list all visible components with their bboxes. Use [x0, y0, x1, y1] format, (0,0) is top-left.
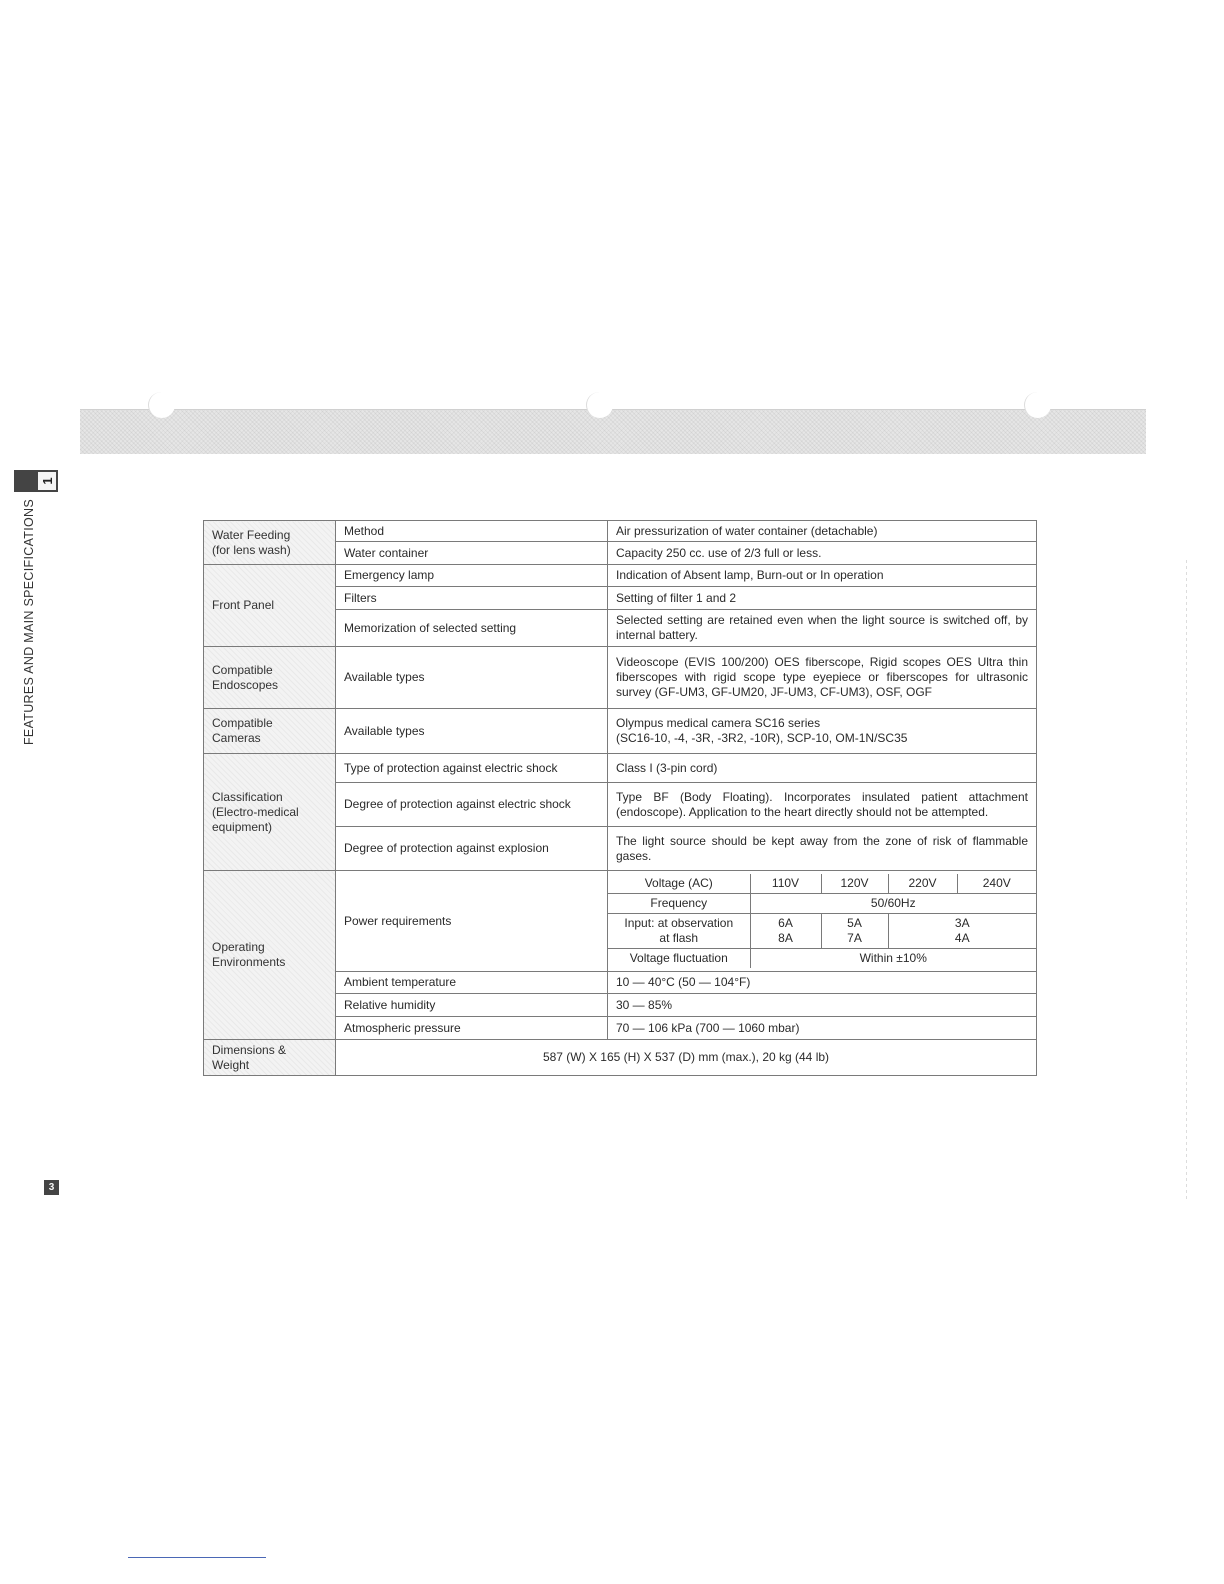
page-number: 3 — [44, 1180, 59, 1195]
spec-label: Water container — [336, 542, 608, 565]
spec-label: Filters — [336, 587, 608, 610]
category-dimensions-weight: Dimensions & Weight — [204, 1040, 336, 1076]
frequency-value: 50/60Hz — [750, 894, 1036, 914]
input-value: 3A 4A — [888, 914, 1036, 949]
spec-value: 30 — 85% — [608, 994, 1037, 1017]
dimensions-value: 587 (W) X 165 (H) X 537 (D) mm (max.), 20 kg (44 lb) — [336, 1040, 1037, 1076]
header-band — [80, 409, 1146, 454]
voltage-value: 110V — [750, 874, 821, 894]
category-front-panel: Front Panel — [204, 565, 336, 647]
power-label: Input: at observation at flash — [608, 914, 750, 949]
spec-label: Power requirements — [336, 871, 608, 972]
power-label: Frequency — [608, 894, 750, 914]
band-notch — [586, 392, 613, 418]
spec-label: Relative humidity — [336, 994, 608, 1017]
footer-rule — [128, 1557, 266, 1558]
category-compatible-cameras: Compatible Cameras — [204, 709, 336, 754]
spec-value: Indication of Absent lamp, Burn-out or In operation — [608, 565, 1037, 587]
section-tab-number: 1 — [38, 472, 56, 490]
spec-label: Memorization of selected setting — [336, 610, 608, 647]
spec-value: 10 — 40°C (50 — 104°F) — [608, 972, 1037, 994]
spec-label: Emergency lamp — [336, 565, 608, 587]
fluctuation-value: Within ±10% — [859, 951, 927, 965]
spec-value: Capacity 250 cc. use of 2/3 full or less. — [608, 542, 1037, 565]
spec-label: Type of protection against electric shock — [336, 754, 608, 783]
category-water-feeding: Water Feeding (for lens wash) — [204, 521, 336, 565]
power-requirements-cell — [608, 871, 1037, 972]
voltage-value: 120V — [821, 874, 888, 894]
category-compatible-endoscopes: Compatible Endoscopes — [204, 647, 336, 709]
spec-value: Class I (3-pin cord) — [608, 754, 1037, 783]
spec-value: Olympus medical camera SC16 series (SC16-10, -4, -3R, -3R2, -10R), SCP-10, OM-1N/SC35 — [608, 709, 1037, 754]
section-tab — [14, 470, 58, 492]
band-notch — [148, 392, 175, 418]
spec-value: Air pressurization of water container (detachable) — [608, 521, 1037, 542]
power-requirements-table — [608, 874, 1036, 968]
spec-value: Setting of filter 1 and 2 — [608, 587, 1037, 610]
band-notch — [1024, 392, 1051, 418]
voltage-value: 220V — [888, 874, 957, 894]
power-label: Voltage (AC) — [608, 874, 750, 894]
spec-value: Selected setting are retained even when the light source is switched off, by internal battery. — [608, 610, 1037, 647]
spec-label: Degree of protection against explosion — [336, 827, 608, 871]
specifications-table — [203, 520, 1037, 1076]
spec-label: Available types — [336, 647, 608, 709]
category-operating-environments: Operating Environments — [204, 871, 336, 1040]
spec-value: Videoscope (EVIS 100/200) OES fiberscope, Rigid scopes OES Ultra thin fiberscopes with rigid scope type eyepiece or fiberscopes for ultrasonic survey (GF-UM3, GF-UM20, JF-UM3, CF-UM3), OSF, OGF — [608, 647, 1037, 709]
spec-label: Method — [336, 521, 608, 542]
voltage-value: 240V — [957, 874, 1036, 894]
spec-label: Degree of protection against electric shock — [336, 783, 608, 827]
spec-value: 70 — 106 kPa (700 — 1060 mbar) — [608, 1017, 1037, 1040]
category-classification: Classification (Electro-medical equipment) — [204, 754, 336, 871]
margin-rule — [1186, 560, 1187, 1200]
section-title: FEATURES AND MAIN SPECIFICATIONS — [22, 499, 36, 745]
spec-label: Atmospheric pressure — [336, 1017, 608, 1040]
spec-label: Available types — [336, 709, 608, 754]
spec-value: The light source should be kept away from the zone of risk of flammable gases. — [608, 827, 1037, 871]
input-value: 6A 8A — [750, 914, 821, 949]
power-label: Voltage fluctuation — [608, 949, 750, 969]
input-value: 5A 7A — [821, 914, 888, 949]
spec-value: Type BF (Body Floating). Incorporates insulated patient attachment (endoscope). Application to the heart directly should not be attempted. — [608, 783, 1037, 827]
spec-label: Ambient temperature — [336, 972, 608, 994]
